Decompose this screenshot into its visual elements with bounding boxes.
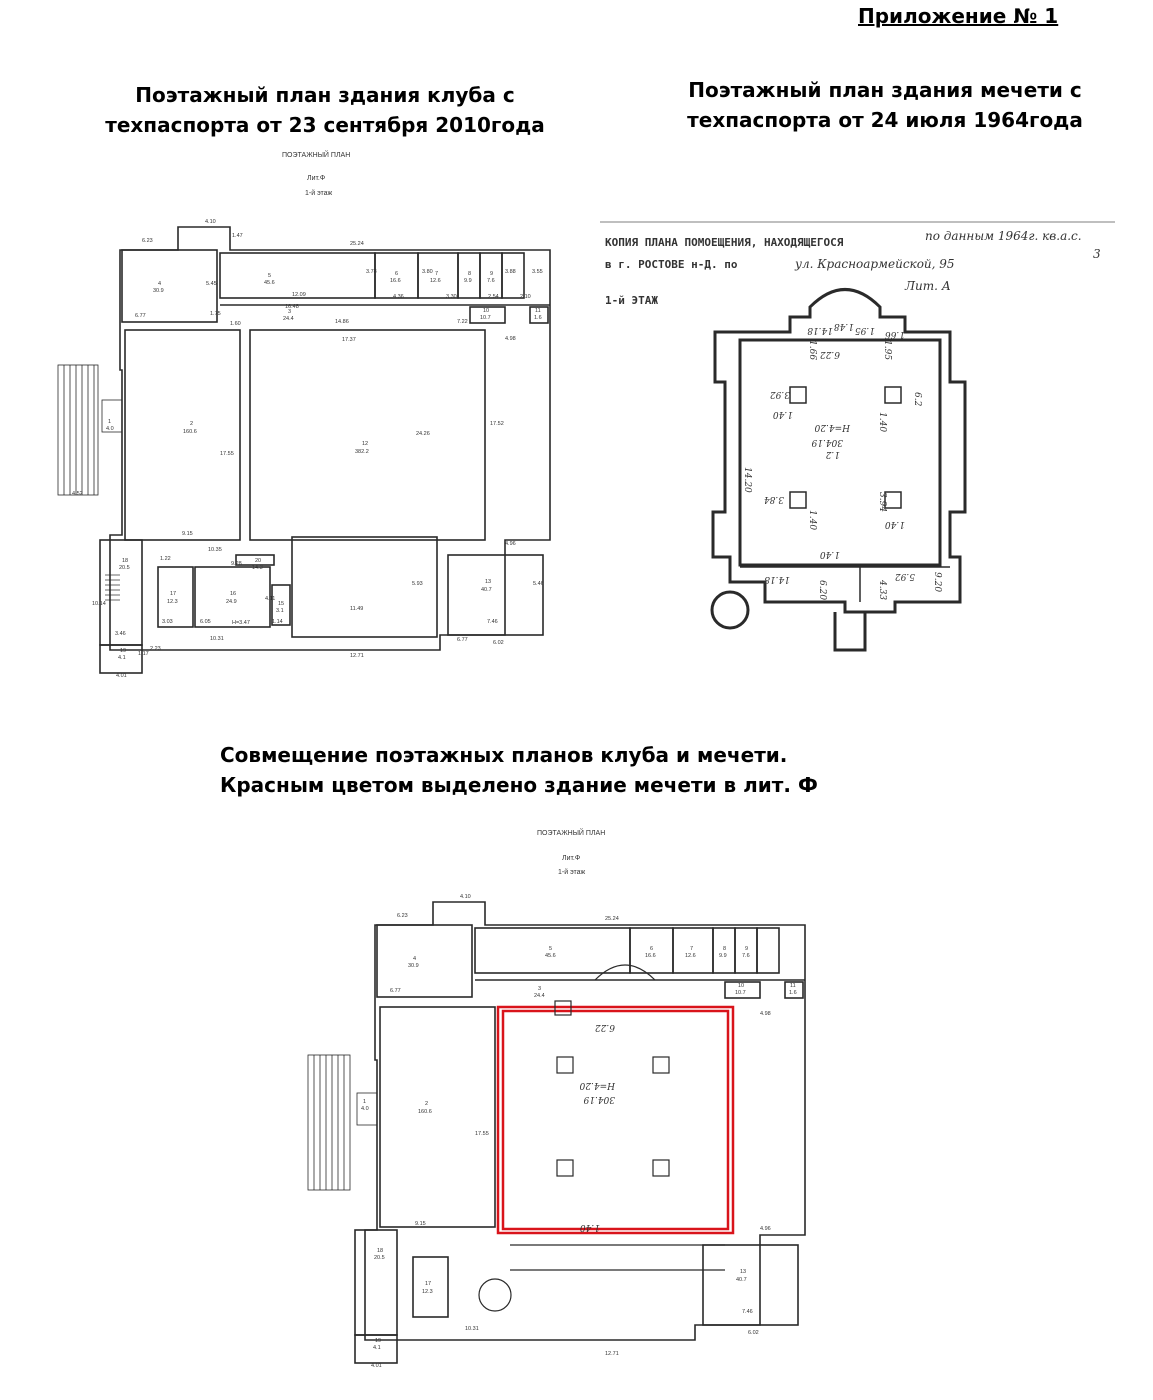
mosque-note: 1.2 — [825, 449, 840, 459]
mosque-floor-plan — [595, 212, 1135, 662]
mosque-note: 9.20 — [932, 572, 942, 593]
overlay-room-5-area: 45.6 — [545, 953, 556, 959]
room-3-label: 3 — [288, 309, 292, 315]
overlay-room-19-label: 19 — [375, 1338, 382, 1344]
mosque-note: 1.40 — [772, 409, 793, 419]
dim-label: 10.31 — [210, 636, 224, 642]
dim-label: 9.28 — [231, 561, 242, 567]
room-12-label: 12 — [362, 441, 369, 447]
mosque-outline-highlight — [498, 1007, 733, 1233]
dim-label: 17.52 — [490, 421, 504, 427]
overlay-room-10-label: 10 — [738, 983, 745, 989]
mosque-note: 3.92 — [769, 389, 790, 399]
room-10-area: 10.7 — [480, 315, 491, 321]
overlay-room-3-area: 24.4 — [534, 993, 545, 999]
handwritten-street: ул. Красноармейской, 95 — [795, 257, 955, 271]
overlay-plan-title: ПОЭТАЖНЫЙ ПЛАН — [537, 830, 606, 837]
mosque-heading-line-1: Поэтажный план здания мечети с — [688, 78, 1082, 102]
dim-label: 1.17 — [138, 651, 149, 657]
overlay-room-19-area: 4.1 — [373, 1345, 381, 1351]
dim-label: 17.55 — [220, 451, 234, 457]
room-20-label: 20 — [255, 558, 262, 564]
room-15-area: 3.1 — [276, 608, 284, 614]
dim-label: 3.30 — [446, 294, 457, 300]
mosque-plan-heading — [655, 75, 1115, 135]
dim-label: 1.22 — [160, 556, 171, 562]
dim-label: 3.46 — [115, 631, 126, 637]
club-plan-lit: Лит.Ф — [307, 175, 326, 182]
mosque-note: 1.66 — [807, 340, 817, 361]
mosque-height-note: Н=4.20 — [814, 422, 850, 432]
dim-label: 7.22 — [457, 319, 468, 325]
room-5-area: 45.6 — [264, 280, 275, 286]
room-17-area: 12.3 — [167, 599, 178, 605]
room-18-label: 18 — [122, 558, 129, 564]
dim-label: 6.23 — [142, 238, 153, 244]
dim-label: 10.35 — [208, 547, 222, 553]
dim-label: 2.54 — [488, 294, 499, 300]
mosque-note: 1.40 — [807, 510, 817, 531]
dim-label: 1.14 — [272, 619, 283, 625]
dim-label: 16.48 — [285, 304, 299, 310]
room-15-label: 15 — [278, 601, 285, 607]
overlay-room-6-area: 16.6 — [645, 953, 656, 959]
room-20-area: 14.3 — [252, 565, 263, 571]
overlay-mosque-note: 6.22 — [594, 1022, 615, 1032]
overlay-room-18-area: 20.5 — [374, 1255, 385, 1261]
overlay-dim-label: 12.71 — [605, 1351, 619, 1357]
dim-label: 24.26 — [416, 431, 430, 437]
room-3-area: 24.4 — [283, 316, 294, 322]
overlay-dim-label: 4.10 — [460, 894, 471, 900]
dim-label: 7.46 — [487, 619, 498, 625]
dim-label: 6.02 — [493, 640, 504, 646]
overlay-dim-label: 4.01 — [371, 1363, 382, 1369]
room-9-area: 7.6 — [487, 278, 495, 284]
overlay-room-3-label: 3 — [538, 986, 542, 992]
dim-label: 3.80 — [422, 269, 433, 275]
overlay-room-7-label: 7 — [690, 946, 694, 952]
overlay-heading-line-1: Совмещение поэтажных планов клуба и мечети. — [220, 743, 788, 767]
mosque-note: 5.92 — [894, 571, 915, 581]
overlay-dim-label: 7.46 — [742, 1309, 753, 1315]
overlay-dim-label: 17.55 — [475, 1131, 489, 1137]
dim-label: 3.03 — [162, 619, 173, 625]
height-note: Н=3.47 — [232, 620, 250, 626]
mosque-note: 1.40 — [884, 519, 905, 529]
mosque-note: 6.2 — [912, 392, 922, 407]
overlay-room-8-area: 9.9 — [719, 953, 727, 959]
mosque-heading-line-2: техпаспорта от 24 июля 1964года — [687, 108, 1083, 132]
dim-label: 14.86 — [335, 319, 349, 325]
room-11-label: 11 — [535, 308, 541, 314]
room-8-area: 9.9 — [464, 278, 472, 284]
room-18-area: 20.5 — [119, 565, 130, 571]
room-6-label: 6 — [395, 271, 399, 277]
dim-label: 5.93 — [412, 581, 423, 587]
dim-label: 2.23 — [150, 646, 161, 652]
mosque-note: 6.22 — [819, 349, 840, 359]
overlay-dim-label: 6.23 — [397, 913, 408, 919]
room-8-label: 8 — [468, 271, 472, 277]
dim-label: 1.75 — [210, 311, 221, 317]
room-4-area: 30.9 — [153, 288, 164, 294]
overlay-room-8-label: 8 — [723, 946, 727, 952]
mosque-note: 4.33 — [877, 580, 887, 601]
dim-label: 4.52 — [72, 491, 83, 497]
dim-label: 17.37 — [342, 337, 356, 343]
overlay-room-17-label: 17 — [425, 1281, 432, 1287]
room-9-label: 9 — [490, 271, 494, 277]
overlay-room-6-label: 6 — [650, 946, 654, 952]
overlay-dim-label: 9.15 — [415, 1221, 426, 1227]
room-19-label: 19 — [120, 648, 127, 654]
club-floor-plan — [50, 145, 560, 685]
room-5-label: 5 — [268, 273, 272, 279]
dim-label: 3.88 — [505, 269, 516, 275]
dim-label: 1.47 — [232, 233, 243, 239]
mosque-note: 1.40 — [877, 412, 887, 433]
mosque-note: 3.94 — [877, 492, 887, 513]
dim-label: 10.14 — [92, 601, 106, 607]
appendix-label: Приложение № 1 — [858, 4, 1059, 28]
mosque-note: 1.66 — [884, 329, 905, 339]
overlay-room-18-label: 18 — [377, 1248, 384, 1254]
dim-label: 2.10 — [520, 294, 531, 300]
mosque-note: 1.48 — [833, 321, 854, 331]
dim-label: 6.05 — [200, 619, 211, 625]
overlay-room-13-area: 40.7 — [736, 1277, 747, 1283]
room-4-label: 4 — [158, 281, 162, 287]
room-13-label: 13 — [485, 579, 492, 585]
overlay-room-5-label: 5 — [549, 946, 553, 952]
overlay-mosque-area: 304.19 — [583, 1094, 615, 1104]
overlay-room-1-area: 4.0 — [361, 1106, 369, 1112]
overlay-floor-plan — [305, 825, 825, 1390]
mosque-floor-label: 1-й ЭТАЖ — [605, 294, 658, 307]
dim-label: 4.98 — [505, 336, 516, 342]
room-1-area: 4.0 — [106, 426, 114, 432]
overlay-room-13-label: 13 — [740, 1269, 747, 1275]
mosque-note: 14.18 — [807, 325, 833, 335]
handwritten-lit: Лит. А — [905, 279, 951, 293]
overlay-dim-label: 25.24 — [605, 916, 619, 922]
room-7-area: 12.6 — [430, 278, 441, 284]
overlay-dim-label: 6.77 — [390, 988, 401, 994]
room-19-area: 4.1 — [118, 655, 126, 661]
dim-label: 9.15 — [182, 531, 193, 537]
overlay-dim-label: 6.02 — [748, 1330, 759, 1336]
room-7-label: 7 — [435, 271, 439, 277]
club-plan-title: ПОЭТАЖНЫЙ ПЛАН — [282, 152, 351, 159]
dim-label: 3.78 — [366, 269, 377, 275]
dim-label: 4.10 — [205, 219, 216, 225]
overlay-room-10-area: 10.7 — [735, 990, 746, 996]
overlay-dim-label: 4.96 — [760, 1226, 771, 1232]
overlay-room-1-label: 1 — [363, 1099, 367, 1105]
dim-label: 1.60 — [230, 321, 241, 327]
club-heading-line-2: техпаспорта от 23 сентября 2010года — [105, 113, 545, 137]
overlay-room-4-area: 30.9 — [408, 963, 419, 969]
room-2-area: 160.6 — [183, 429, 197, 435]
dim-label: 5.45 — [206, 281, 217, 287]
overlay-room-2-label: 2 — [425, 1101, 429, 1107]
dim-label: 6.77 — [135, 313, 146, 319]
overlay-plan-floor: 1-й этаж — [558, 869, 586, 876]
dim-label: 6.77 — [457, 637, 468, 643]
room-2-label: 2 — [190, 421, 194, 427]
room-17-label: 17 — [170, 591, 177, 597]
room-10-label: 10 — [483, 308, 490, 314]
overlay-mosque-height: Н=4.20 — [579, 1080, 615, 1090]
overlay-room-2-area: 160.6 — [418, 1109, 432, 1115]
overlay-heading — [220, 740, 920, 800]
mosque-area-note: 304.19 — [811, 437, 843, 447]
mosque-note: 1.95 — [882, 340, 892, 361]
dim-label: 12.71 — [350, 653, 364, 659]
overlay-mosque-note: 1.40 — [579, 1222, 600, 1232]
room-11-area: 1.6 — [534, 315, 542, 321]
overlay-room-11-label: 11 — [790, 983, 796, 989]
room-6-area: 16.6 — [390, 278, 401, 284]
club-plan-floor: 1-й этаж — [305, 190, 333, 197]
overlay-heading-line-2: Красным цветом выделено здание мечети в лит. Ф — [220, 773, 818, 797]
mosque-note: 14.18 — [764, 574, 790, 584]
dim-label: 4.01 — [116, 673, 127, 679]
room-1-label: 1 — [108, 419, 112, 425]
overlay-dim-label: 4.98 — [760, 1011, 771, 1017]
handwritten-data-note: по данным 1964г. кв.а.с. — [925, 229, 1082, 243]
mosque-note: 1.95 — [854, 325, 875, 335]
overlay-room-9-area: 7.6 — [742, 953, 750, 959]
mosque-stamp-line-1: КОПИЯ ПЛАНА ПОМОЕЩЕНИЯ, НАХОДЯЩЕГОСЯ — [605, 236, 844, 249]
room-16-area: 24.9 — [226, 599, 237, 605]
handwritten-number: 3 — [1093, 247, 1101, 261]
mosque-stamp-line-2: в г. РОСТОВЕ н-Д. по — [605, 258, 738, 271]
dim-label: 12.09 — [292, 292, 306, 298]
dim-label: 11.49 — [350, 606, 364, 612]
dim-label: 4.11 — [265, 596, 276, 602]
mosque-note: 1.40 — [819, 549, 840, 559]
overlay-dim-label: 10.31 — [465, 1326, 479, 1332]
dim-label: 5.46 — [533, 581, 544, 587]
overlay-room-4-label: 4 — [413, 956, 417, 962]
dim-label: 4.36 — [393, 294, 404, 300]
mosque-note: 14.20 — [742, 467, 752, 493]
room-12-area: 382.2 — [355, 449, 369, 455]
overlay-room-9-label: 9 — [745, 946, 749, 952]
dim-label: 25.24 — [350, 241, 364, 247]
dim-label: 4.96 — [505, 541, 516, 547]
overlay-room-11-area: 1.6 — [789, 990, 797, 996]
overlay-plan-lit: Лит.Ф — [562, 855, 581, 862]
dim-label: 3.55 — [532, 269, 543, 275]
mosque-note: 6.20 — [817, 580, 827, 601]
mosque-note: 3.84 — [763, 494, 784, 504]
room-16-label: 16 — [230, 591, 237, 597]
club-plan-heading — [75, 80, 575, 140]
overlay-room-17-area: 12.3 — [422, 1289, 433, 1295]
overlay-room-7-area: 12.6 — [685, 953, 696, 959]
club-heading-line-1: Поэтажный план здания клуба с — [135, 83, 515, 107]
room-13-area: 40.7 — [481, 587, 492, 593]
